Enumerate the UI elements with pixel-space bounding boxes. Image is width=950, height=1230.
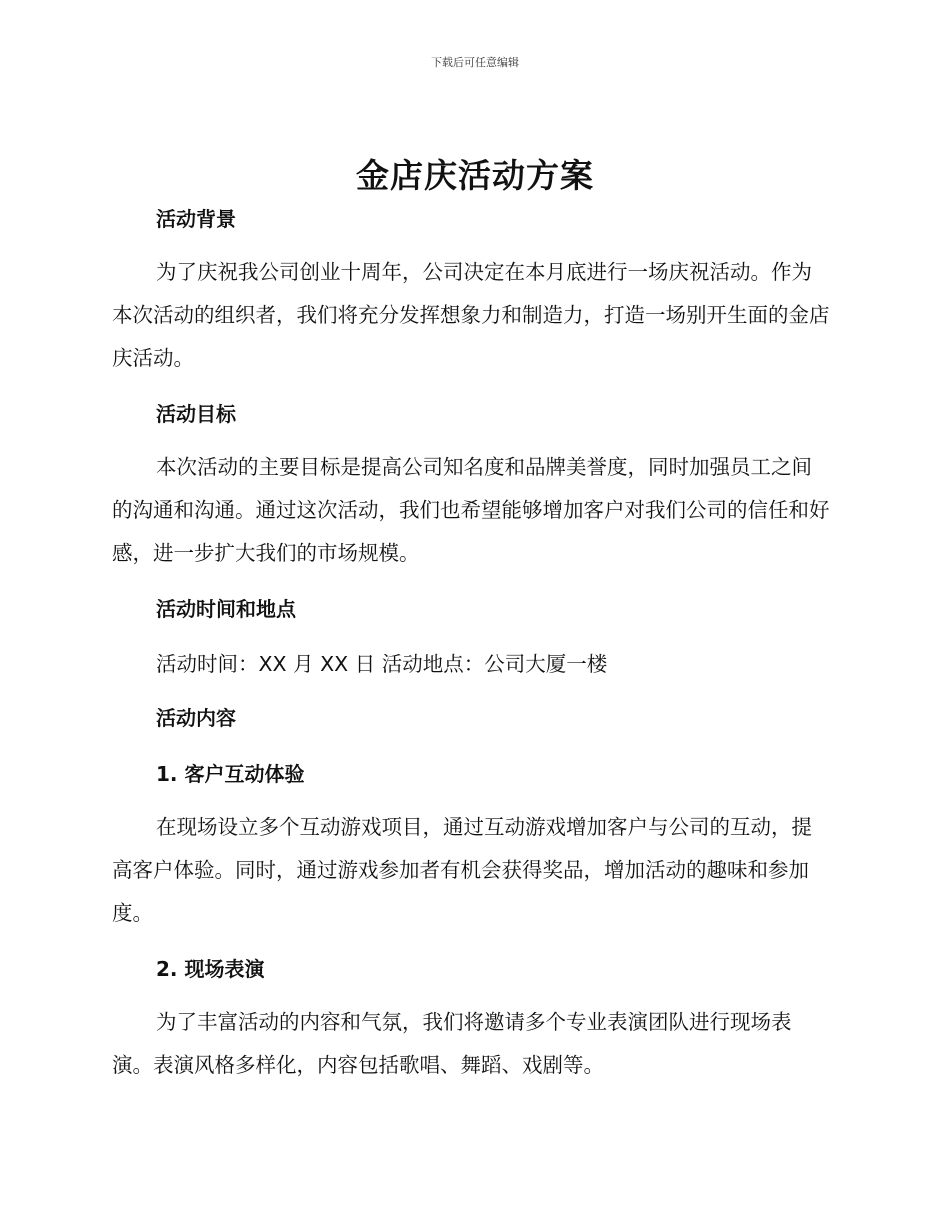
header-note: 下载后可任意编辑 — [431, 56, 519, 69]
section-heading-time-place: 活动时间和地点 — [156, 597, 296, 621]
section-heading-content: 活动内容 — [156, 706, 236, 730]
paragraph-item2: 为了丰富活动的内容和气氛，我们将邀请多个专业表演团队进行现场表演。表演风格多样化，内容包括歌唱、舞蹈、戏剧等。 — [112, 1010, 792, 1077]
paragraph-goal: 本次活动的主要目标是提高公司知名度和品牌美誉度，同时加强员工之间的沟通和沟通。通过这次活动，我们也希望能够增加客户对我们公司的信任和好感，进一步扩大我们的市场规模。 — [112, 455, 830, 565]
paragraph-time-place: 活动时间：XX 月 XX 日 活动地点：公司大厦一楼 — [156, 652, 608, 676]
section-heading-background: 活动背景 — [156, 207, 236, 231]
section-heading-item2: 2. 现场表演 — [156, 957, 265, 981]
section-heading-item1: 1. 客户互动体验 — [156, 762, 305, 786]
paragraph-item1: 在现场设立多个互动游戏项目，通过互动游戏增加客户与公司的互动，提高客户体验。同时，通过游戏参加者有机会获得奖品，增加活动的趣味和参加度。 — [112, 815, 812, 925]
document-title: 金店庆活动方案 — [356, 156, 594, 195]
section-heading-goal: 活动目标 — [156, 402, 236, 426]
paragraph-background: 为了庆祝我公司创业十周年，公司决定在本月底进行一场庆祝活动。作为本次活动的组织者，我们将充分发挥想象力和制造力，打造一场别开生面的金店庆活动。 — [112, 260, 830, 370]
